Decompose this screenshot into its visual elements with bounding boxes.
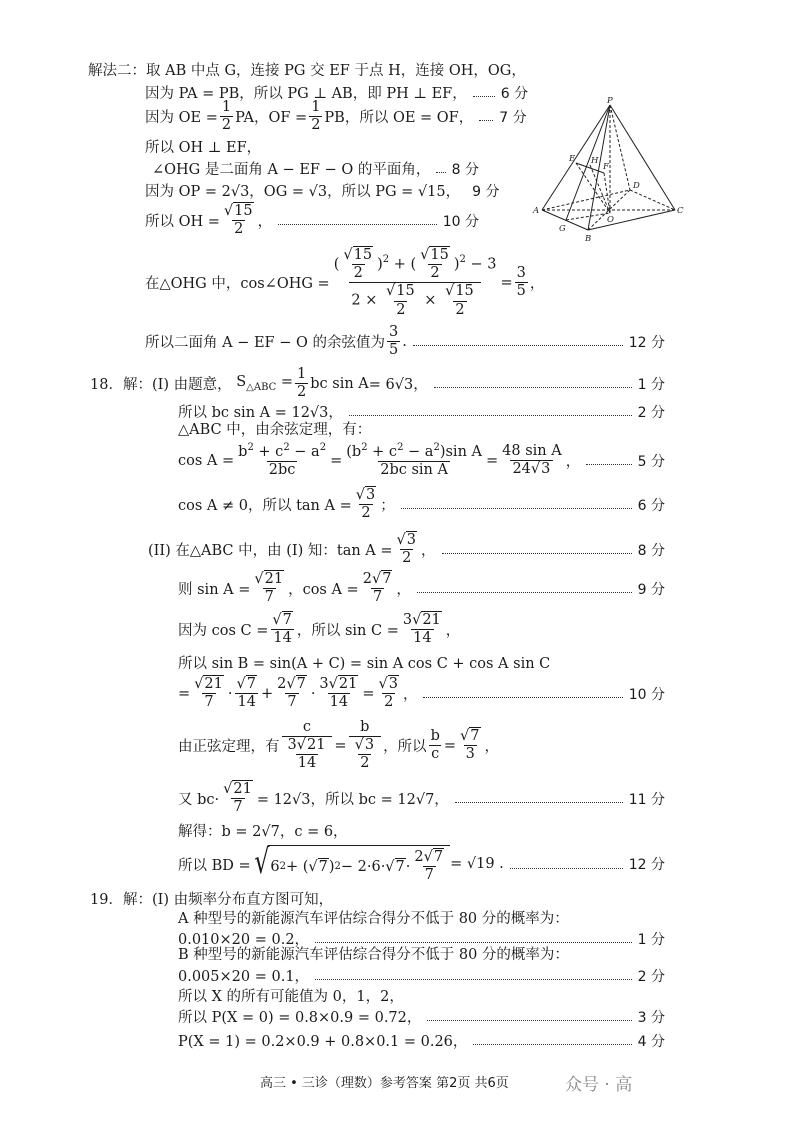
q18-part2-line-3: 因为 cos C = $\frac{√7}{14}$ ，所以 sin C = $\frac{3√21}{14}$ ， bbox=[178, 612, 461, 647]
q19-line-8: P(X = 1) = 0.2×0.9 + 0.8×0.1 = 0.26， 4 分 bbox=[178, 1030, 665, 1051]
fig-label: G bbox=[559, 224, 566, 234]
q19-line-1: 19．解：(I) 由频率分布直方图可知， bbox=[90, 892, 334, 908]
page-footer: 高三 • 三诊（理数）参考答案 第2页 共6页 bbox=[260, 1076, 509, 1091]
q19-line-4: B 种型号的新能源汽车评估综合得分不低于 80 分的概率为： bbox=[178, 947, 569, 963]
sol2-line-5: ∠OHG 是二面角 A − EF − O 的平面角， 8 分 bbox=[152, 158, 479, 179]
sol2-line-2: 因为 PA = PB，所以 PG ⊥ AB，即 PH ⊥ EF， 6 分 bbox=[145, 82, 665, 103]
cos-ohg-fraction: ( $\frac{√15}{2}$ )$^2$ + ( $\frac{√15}{2}$ )$^2$ − 3 2 × $\frac{√15}{2}$ × $\frac{√15}{2}$ bbox=[333, 247, 497, 318]
fig-label: E bbox=[569, 154, 576, 164]
q18-part2-line-2: 则 sin A = $\frac{√21}{7}$ ，cos A = $\frac{2√7}{7}$ ， 9 分 bbox=[178, 571, 665, 606]
q18-part2-line-1: (II) 在△ABC 中，由 (I) 知：tan A = $\frac{√3}{2}$ ， 8 分 bbox=[148, 532, 665, 567]
fig-label: O bbox=[607, 215, 614, 225]
fraction-one-half: $\frac{1}{2}$ bbox=[297, 366, 307, 401]
q19-line-3: 0.010×20 = 0.2， 1 分 bbox=[178, 928, 665, 949]
score-1: 1 分 bbox=[637, 931, 665, 948]
watermark: 众号 · 高 bbox=[565, 1075, 633, 1095]
sol2-line-1: 解法二：取 AB 中点 G，连接 PG 交 EF 于点 H，连接 OH，OG， bbox=[88, 63, 526, 79]
fraction-sqrt15-over-2: $\frac{√15}{2}$ bbox=[223, 203, 253, 238]
score-9: 9 分 bbox=[637, 581, 665, 598]
q18-part2-line-7: 又 bc· $\frac{√21}{7}$ = 12√3，所以 bc = 12√7， 11 分 bbox=[178, 781, 665, 816]
fig-label: D bbox=[633, 181, 640, 191]
score-6: 6 分 bbox=[500, 85, 529, 102]
q19-line-2: A 种型号的新能源汽车评估综合得分不低于 80 分的概率为： bbox=[178, 911, 569, 927]
sol2-line-6: 因为 OP = 2√3，OG = √3，所以 PG = √15， 9 分 bbox=[145, 180, 479, 201]
q18-part2-line-5: = $\frac{√21}{7}$ · √7 14 + $\frac{2√7}{7}$ · $\frac{3√21}{14}$ = $\frac{√3}{2}$ ， 10 分 bbox=[178, 676, 665, 711]
q19-line-5: 0.005×20 = 0.1， 2 分 bbox=[178, 965, 665, 986]
score-12: 12 分 bbox=[628, 857, 665, 874]
q18-line-5: cos A ≠ 0，所以 tan A = $\frac{√3}{2}$ ； 6 分 bbox=[178, 487, 665, 522]
q18-line-1: 18．解：(I) 由题意， $S_{\triangle ABC}$ = $\frac{1}{2}$ bc sin A = 6√3， 1 分 bbox=[90, 366, 665, 401]
score-2: 2 分 bbox=[637, 404, 665, 421]
sol2-line-7: 所以 OH = $\frac{√15}{2}$ ， 10 分 bbox=[145, 203, 479, 238]
score-9: 9 分 bbox=[472, 183, 500, 200]
fig-label: F bbox=[603, 162, 609, 172]
sol2-line-8: 在△OHG 中，cos∠OHG = ( $\frac{√15}{2}$ )$^2$ + ( $\frac{√15}{2}$ )$^2$ − 3 2 × $\frac{√15}{2}$ × $\frac{√15}{2}$ = $\frac{3}{5}$ ， bbox=[145, 247, 545, 318]
score-7: 7 分 bbox=[499, 109, 527, 126]
score-12: 12 分 bbox=[628, 334, 665, 351]
score-1: 1 分 bbox=[637, 376, 665, 393]
score-6: 6 分 bbox=[637, 497, 665, 514]
fraction-3-5: $\frac{3}{5}$ bbox=[516, 265, 526, 300]
q19-line-6: 所以 X 的所有可能值为 0，1，2， bbox=[178, 989, 404, 1005]
fraction-one-half: $\frac{1}{2}$ bbox=[311, 99, 321, 134]
score-11: 11 分 bbox=[628, 791, 665, 808]
fig-label: P bbox=[607, 96, 613, 106]
fig-label: A bbox=[533, 206, 540, 216]
score-3: 3 分 bbox=[637, 1009, 665, 1026]
sqrt-expression: √ 6 2 + (√ 7 ) 2 − 2·6·√ 7 · 2√7 7 bbox=[251, 845, 450, 883]
score-8: 8 分 bbox=[451, 161, 479, 178]
q18-part2-line-4: 所以 sin B = sin(A + C) = sin A cos C + cos A sin C bbox=[178, 656, 551, 672]
score-10: 10 分 bbox=[442, 213, 479, 230]
score-5: 5 分 bbox=[637, 453, 665, 470]
q18-part2-line-6: 由正弦定理，有 $\frac{c}{\frac{3√21}{14}}$ = $\frac{b}{\frac{√3}{2}}$ ，所以 $\frac{b}{c}$ = $\frac{√7}{3}$ ， bbox=[178, 719, 499, 772]
sol2-line-9: 所以二面角 A − EF − O 的余弦值为 3 5 . 12 分 bbox=[145, 324, 665, 359]
score-4: 4 分 bbox=[637, 1033, 665, 1050]
q18-part2-line-9: 所以 BD = √ 6 2 + (√ 7 ) 2 − 2·6·√ 7 · 2√7 7 = √19 . 12 分 bbox=[178, 842, 665, 884]
score-8: 8 分 bbox=[637, 542, 665, 559]
fraction-3-5: 3 5 bbox=[388, 324, 399, 359]
fig-label: H bbox=[591, 156, 599, 166]
sol2-line-3: 因为 OE = $\frac{1}{2}$ PA，OF = $\frac{1}{2}$ PB，所以 OE = OF， 7 分 bbox=[145, 99, 527, 134]
q18-line-3: △ABC 中，由余弦定理，有： bbox=[178, 422, 372, 438]
pyramid-figure bbox=[530, 95, 690, 245]
q18-line-4: cos A = $\frac{b^2 + c^2 - a^2}{2bc}$ = $\frac{(b^2 + c^2 - a^2)\sin A}{\text{2bc sin A}}$ = $\frac{\text{48 sin A}}{24√3}$ ， 5 分 bbox=[178, 442, 665, 479]
fig-label: C bbox=[677, 206, 684, 216]
q19-line-7: 所以 P(X = 0) = 0.8×0.9 = 0.72， 3 分 bbox=[178, 1006, 665, 1027]
sol2-line-4: 所以 OH ⊥ EF， bbox=[145, 140, 262, 156]
fraction-one-half: $\frac{1}{2}$ bbox=[221, 99, 232, 134]
score-2: 2 分 bbox=[637, 968, 665, 985]
score-10: 10 分 bbox=[628, 686, 665, 703]
q18-line-2: 所以 bc sin A = 12√3， 2 分 bbox=[178, 401, 665, 422]
fig-label: B bbox=[585, 234, 592, 244]
q18-part2-line-8: 解得：b = 2√7，c = 6， bbox=[178, 824, 348, 840]
